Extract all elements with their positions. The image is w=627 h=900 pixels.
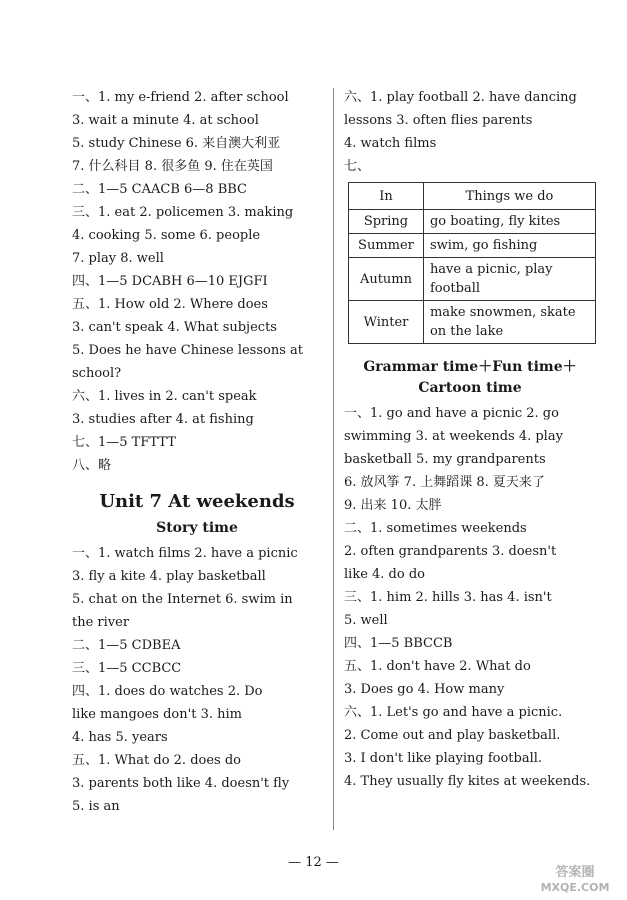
season-cell: Summer [349, 234, 424, 258]
table-row [349, 301, 596, 344]
table-header-row [349, 183, 596, 210]
table-header-things: Things we do [423, 183, 595, 210]
answer-line: 4. cooking 5. some 6. people [72, 228, 261, 243]
answer-line: basketball 5. my grandparents [344, 452, 546, 467]
story-time-title: Story time [156, 520, 238, 536]
cartoon-time-title: Cartoon time [418, 380, 522, 396]
answer-line: 3. I don't like playing football. [344, 751, 543, 766]
answer-line: 二、1. sometimes weekends [344, 521, 527, 536]
answers-grammar-block [344, 402, 596, 793]
answer-line: 七、1—5 TFTTT [72, 435, 176, 450]
activity-cell: have a picnic, play football [423, 258, 595, 301]
activity-cell: go boating, fly kites [423, 210, 595, 234]
answer-line: lessons 3. often flies parents [344, 113, 533, 128]
answer-line: 3. Does go 4. How many [344, 682, 505, 697]
answer-line: 5. chat on the Internet 6. swim in [72, 592, 293, 607]
answer-line: 四、1. does do watches 2. Do [72, 684, 263, 699]
answer-line: 6. 放风筝 7. 上舞蹈课 8. 夏天来了 [344, 475, 545, 490]
answer-line: 5. is an [72, 799, 120, 814]
svg-text:MXQE.COM: MXQE.COM [540, 881, 610, 894]
watermark-logo [529, 862, 621, 896]
answer-line: 二、1—5 CAACB 6—8 BBC [72, 182, 247, 197]
answer-line: 7. play 8. well [72, 251, 164, 266]
answer-line: like mangoes don't 3. him [72, 707, 242, 722]
answer-line: 9. 出来 10. 太胖 [344, 498, 442, 513]
season-cell: Autumn [349, 258, 424, 301]
answer-line: 3. studies after 4. at fishing [72, 412, 254, 427]
table-row [349, 210, 596, 234]
answer-line: 六、1. Let's go and have a picnic. [344, 705, 563, 720]
answer-line: 一、1. watch films 2. have a picnic [72, 546, 298, 561]
grammar-fun-time-title: Grammar time＋Fun time＋ [363, 359, 577, 375]
answer-line: 3. fly a kite 4. play basketball [72, 569, 266, 584]
season-cell: Spring [349, 210, 424, 234]
answer-line: 三、1. him 2. hills 3. has 4. isn't [344, 590, 552, 605]
table-row [349, 234, 596, 258]
answer-line: 二、1—5 CDBEA [72, 638, 181, 653]
answer-line: 2. often grandparents 3. doesn't [344, 544, 557, 559]
table-row [349, 258, 596, 301]
activity-cell: swim, go fishing [423, 234, 595, 258]
answer-line: 六、1. lives in 2. can't speak [72, 389, 257, 404]
answer-line: 三、1. eat 2. policemen 3. making [72, 205, 294, 220]
activity-cell: make snowmen, skate on the lake [423, 301, 595, 344]
answer-line: 五、1. don't have 2. What do [344, 659, 531, 674]
answer-line: 5. study Chinese 6. 来自澳大利亚 [72, 136, 281, 151]
left-column [72, 86, 322, 818]
answer-line: 3. parents both like 4. doesn't fly [72, 776, 290, 791]
answers-continued-block [344, 86, 596, 178]
answer-line: 5. Does he have Chinese lessons at [72, 343, 303, 358]
answers-story-time-block [72, 542, 322, 818]
season-cell: Winter [349, 301, 424, 344]
svg-text:答案圈: 答案圈 [555, 865, 595, 880]
answer-line: 六、1. play football 2. have dancing [344, 90, 577, 105]
answers-unit6-block [72, 86, 322, 477]
answer-line: swimming 3. at weekends 4. play [344, 429, 563, 444]
answer-line: 4. They usually fly kites at weekends. [344, 774, 591, 789]
page-number: — 12 — [288, 855, 339, 870]
answer-line: 四、1—5 BBCCB [344, 636, 453, 651]
answer-line: 七、 [344, 159, 371, 174]
answer-line: school? [72, 366, 122, 381]
answer-line: 7. 什么科目 8. 很多鱼 9. 住在英国 [72, 159, 273, 174]
answer-line: 4. watch films [344, 136, 437, 151]
answer-line: like 4. do do [344, 567, 425, 582]
unit-title: Unit 7 At weekends [99, 491, 295, 512]
answer-line: 八、略 [72, 458, 112, 473]
answer-line: 2. Come out and play basketball. [344, 728, 561, 743]
answer-line: 四、1—5 DCABH 6—10 EJGFI [72, 274, 268, 289]
table-header-in: In [349, 183, 424, 210]
answer-line: 3. wait a minute 4. at school [72, 113, 259, 128]
answer-line: 一、1. my e-friend 2. after school [72, 90, 289, 105]
seasons-table [348, 182, 596, 344]
answer-line: 5. well [344, 613, 388, 628]
right-column [344, 86, 596, 793]
answer-line: 五、1. What do 2. does do [72, 753, 241, 768]
answer-line: 3. can't speak 4. What subjects [72, 320, 277, 335]
answer-line: the river [72, 615, 130, 630]
column-divider [333, 88, 334, 830]
answer-line: 4. has 5. years [72, 730, 168, 745]
answer-line: 五、1. How old 2. Where does [72, 297, 268, 312]
answer-line: 三、1—5 CCBCC [72, 661, 182, 676]
answer-line: 一、1. go and have a picnic 2. go [344, 406, 559, 421]
